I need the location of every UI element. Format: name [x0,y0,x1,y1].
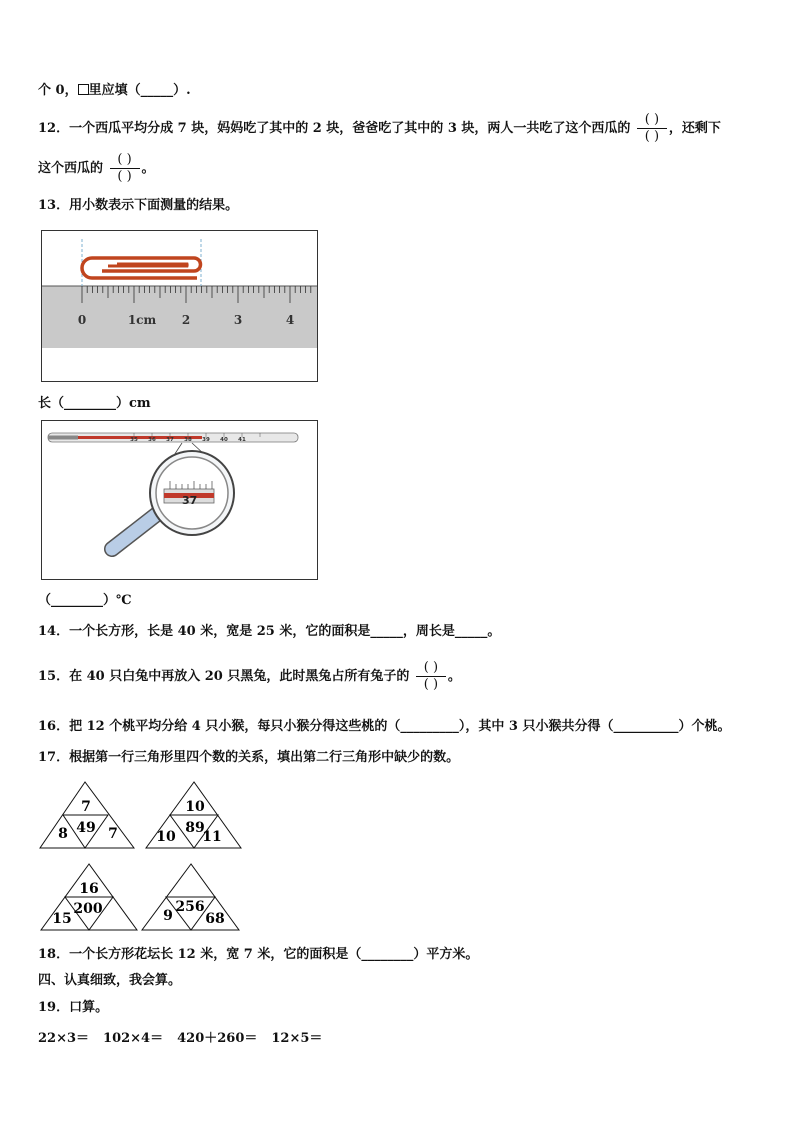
triangle-1 [40,782,134,848]
question-17: 17．根据第一行三角形里四个数的关系，填出第二行三角形中缺少的数。 [38,750,460,765]
question-19: 19．口算。 [38,1000,109,1015]
fraction-blank[interactable]: $\frac{( )}{( )}$ [416,660,446,693]
question-16: 16．把 12 个桃平均分给 4 只小猴，每只小猴分得这些桃的（_________），其中 3 只小猴共分得（__________）个桃。 [38,719,731,734]
triangle-left-number: 15 [52,911,72,927]
triangle-center-number: 256 [175,899,205,915]
calc-item: 22×3＝ [38,1031,90,1046]
oral-calculation-row [38,1030,322,1048]
question-14: 14．一个长方形，长是 40 米，宽是 25 米，它的面积是_____，周长是_____。 [38,624,501,639]
count-blank[interactable]: __________ [613,719,679,734]
triangle-top-number: 16 [79,881,99,897]
section-4-title: 四、认真细致，我会算。 [38,973,182,988]
calc-item: 12×5＝ [271,1031,323,1046]
square-box-icon [78,84,89,95]
thermo-label: 38 [184,437,192,443]
fraction-answer-blank[interactable]: _________ [400,719,459,734]
triangle-top-number: 7 [81,799,91,815]
question-12-line1: 12．一个西瓜平均分成 7 块，妈妈吃了其中的 2 块，爸爸吃了其中的 3 块，两人一共吃了这个西瓜的 $\frac{( )}{( )}$ ，还剩下 [38,112,721,144]
triangle-3 [41,864,137,930]
thermo-label: 36 [148,437,156,443]
paperclip-icon [82,258,201,278]
thermo-label: 41 [238,437,246,443]
question-15: 15．在 40 只白兔中再放入 20 只黑兔，此时黑兔占所有兔子的 $\frac{( )}{( )}$ 。 [38,660,461,692]
triangle-4 [142,864,239,930]
ruler-label: 4 [285,313,295,327]
question-13: 13．用小数表示下面测量的结果。 [38,198,239,213]
thermometer-figure [41,420,318,580]
triangle-2 [146,782,241,848]
triangle-center-number: 200 [73,901,103,917]
ruler-label: 3 [233,313,243,327]
perimeter-blank[interactable]: _____ [454,624,488,639]
triangle-left-number: 9 [163,908,173,924]
fraction-blank[interactable]: $\frac{( )}{( )}$ [637,112,667,145]
question-18: 18．一个长方形花坛长 12 米，宽 7 米，它的面积是（________）平方米。 [38,947,479,962]
thermo-label: 40 [220,437,228,443]
ruler-label: 0 [77,313,87,327]
calc-item: 102×4＝ [103,1031,164,1046]
thermo-label: 39 [202,437,210,443]
triangle-right-number: 68 [205,911,225,927]
triangle-center-number: 49 [76,820,96,836]
thermo-label: 35 [130,437,138,443]
q11-tail: 个 0， 里应填（_____）. [38,83,191,98]
ruler-illustration [42,231,317,381]
answer-blank[interactable]: _____ [140,83,174,98]
ruler-label: 2 [181,313,191,327]
thermo-label: 37 [166,437,174,443]
calc-item: 420＋260＝ [177,1031,258,1046]
magnifier-icon [112,451,234,549]
triangle-left-number: 10 [156,829,176,845]
temperature-answer: （________）℃ [38,593,132,608]
magnified-reading: 37 [182,494,198,507]
length-answer: 长（________）cm [38,396,151,411]
area-blank[interactable]: _____ [370,624,403,639]
triangle-puzzles [38,780,248,935]
length-blank[interactable]: ________ [64,396,117,411]
triangle-center-number: 89 [185,820,205,836]
ruler-label: 1cm [127,313,157,327]
temperature-blank[interactable]: ________ [51,593,104,608]
question-12-line2: 这个西瓜的 $\frac{( )}{( )}$ 。 [38,152,155,184]
area-blank[interactable]: ________ [361,947,414,962]
triangle-top-number: 10 [185,799,205,815]
fraction-blank[interactable]: $\frac{( )}{( )}$ [110,152,140,185]
triangle-left-number: 8 [58,826,68,842]
ruler-figure [41,230,318,382]
thermometer-illustration [42,421,317,579]
triangle-right-number: 11 [202,829,222,845]
triangle-right-number: 7 [108,826,118,842]
